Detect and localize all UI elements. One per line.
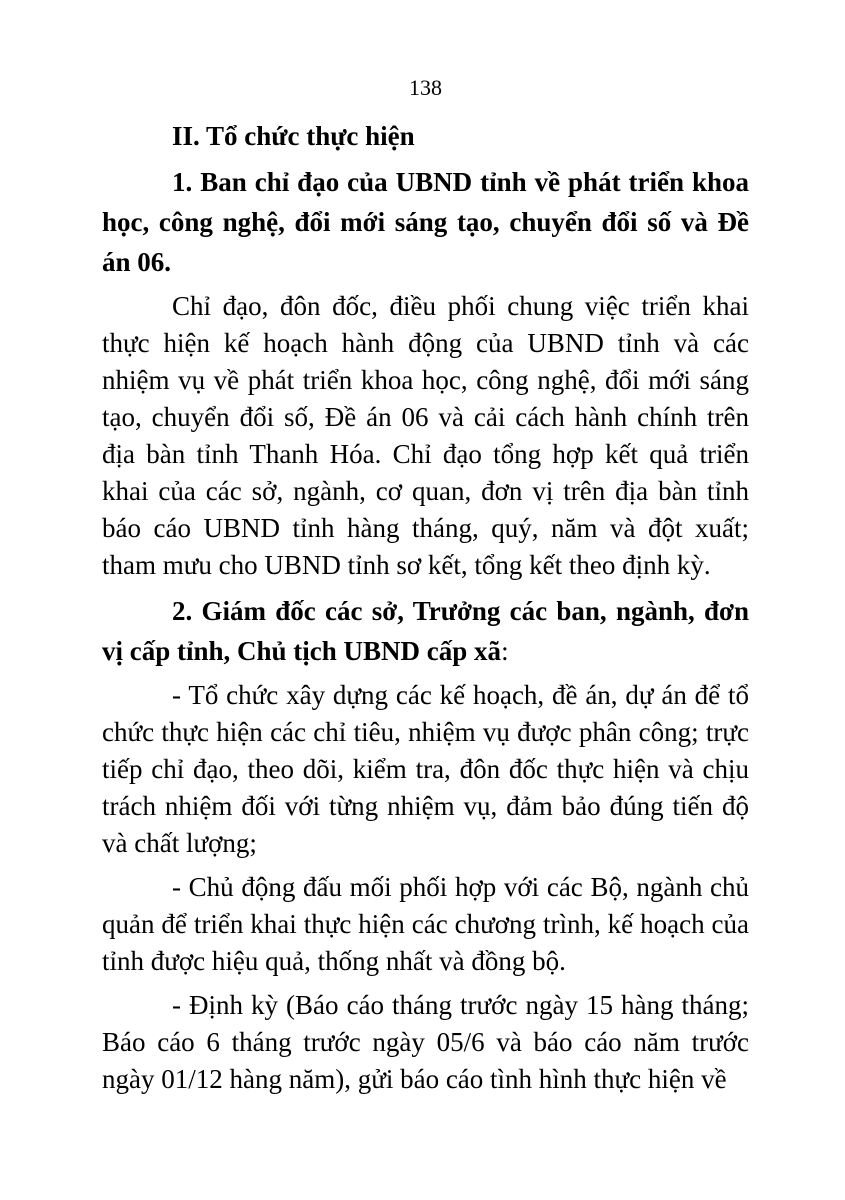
item2-heading-suffix: : — [501, 636, 509, 666]
item2-bullet-3: - Định kỳ (Báo cáo tháng trước ngày 15 hàng tháng; Báo cáo 6 tháng trước ngày 05/6 và báo cáo năm trước ngày 01/12 hàng năm), gửi báo cáo tình hình thực hiện về — [102, 990, 749, 1094]
section-heading: II. Tổ chức thực hiện — [172, 121, 415, 151]
item2-heading — [102, 591, 749, 671]
page-number: 138 — [409, 75, 442, 100]
item2-bullet-2: - Chủ động đấu mối phối hợp với các Bộ, ngành chủ quản để triển khai thực hiện các chương trình, kế hoạch của tỉnh được hiệu quả, thống nhất và đồng bộ. — [102, 872, 749, 976]
document-page — [102, 74, 749, 1105]
item2-heading-text: 2. Giám đốc các sở, Trưởng các ban, ngành, đơn vị cấp tỉnh, Chủ tịch UBND cấp xã — [102, 596, 749, 666]
item1-heading: 1. Ban chỉ đạo của UBND tỉnh về phát triển khoa học, công nghệ, đổi mới sáng tạo, chuyển đổi số và Đề án 06. — [102, 167, 749, 277]
item1-body: Chỉ đạo, đôn đốc, điều phối chung việc triển khai thực hiện kế hoạch hành động của UBND tỉnh và các nhiệm vụ về phát triển khoa học, công nghệ, đổi mới sáng tạo, chuyển đổi số, Đề án 06 và cải cách hành chính trên địa bàn tỉnh Thanh Hóa. Chỉ đạo tổng hợp kết quả triển khai của các sở, ngành, cơ quan, đơn vị trên địa bàn tỉnh báo cáo UBND tỉnh hàng tháng, quý, năm và đột xuất; tham mưu cho UBND tỉnh sơ kết, tổng kết theo định kỳ. — [102, 291, 749, 580]
item2-bullet-1: - Tổ chức xây dựng các kế hoạch, đề án, dự án để tổ chức thực hiện các chỉ tiêu, nhiệm vụ được phân công; trực tiếp chỉ đạo, theo dõi, kiểm tra, đôn đốc thực hiện và chịu trách nhiệm đối với từng nhiệm vụ, đảm bảo đúng tiến độ và chất lượng; — [102, 680, 749, 858]
